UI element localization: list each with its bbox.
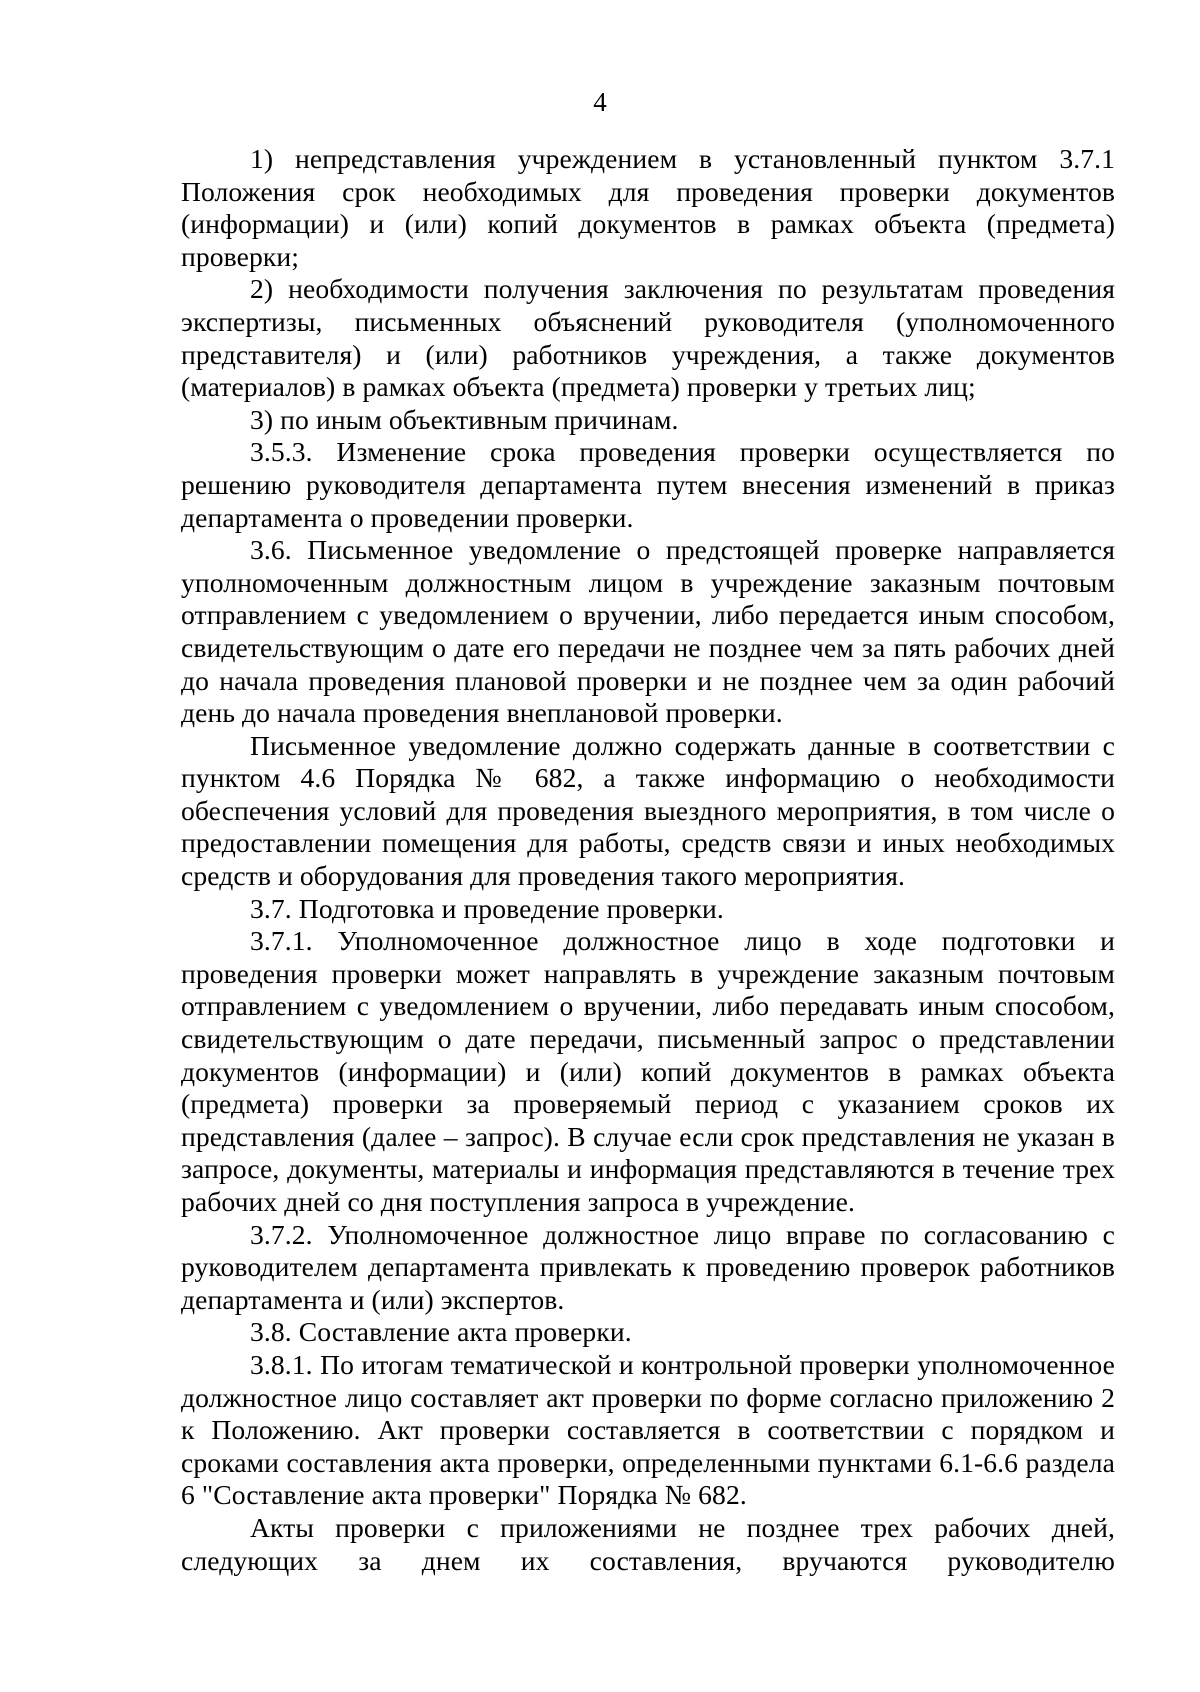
- heading-3-8: 3.8. Составление акта проверки.: [250, 1316, 632, 1348]
- paragraph-3-7-2: 3.7.2. Уполномоченное должностное лицо вправе по согласованию с руководителем департамента привлекать к проведению проверок работников департамента и (или) экспертов.: [181, 1218, 1115, 1315]
- paragraph-notification-content: Письменное уведомление должно содержать данные в соответствии с пунктом 4.6 Порядка № 682, а также информацию о необходимости обеспечения условий для проведения выездного мероприятия, в том числе о предоставлении помещения для работы, средств связи и иных необходимых средств и оборудования для проведения такого мероприятия.: [181, 729, 1115, 892]
- paragraph-3-8-1: 3.8.1. По итогам тематической и контрольной проверки уполномоченное должностное лицо составляет акт проверки по форме согласно приложению 2 к Положению. Акт проверки составляется в соответствии с порядком и сроками составления акта проверки, определенными пунктами 6.1-6.6 раздела 6 "Составление акта проверки" Порядка № 682.: [181, 1348, 1115, 1511]
- heading-3-7: 3.7. Подготовка и проведение проверки.: [250, 892, 724, 924]
- paragraph-3-5-3: 3.5.3. Изменение срока проведения проверки осуществляется по решению руководителя департамента путем внесения изменений в приказ департамента о проведении проверки.: [181, 436, 1115, 533]
- paragraph-item-1: 1) непредставления учреждением в установленный пунктом 3.7.1 Положения срок необходимых для проведения проверки документов (информации) и (или) копий документов в рамках объекта (предмета) проверки;: [181, 143, 1115, 272]
- page-number: 4: [593, 87, 607, 117]
- paragraph-item-3: 3) по иным объективным причинам.: [250, 403, 679, 435]
- document-body: [181, 143, 1115, 1577]
- paragraph-item-2: 2) необходимости получения заключения по результатам проведения экспертизы, письменных объяснений руководителя (уполномоченного представителя) и (или) работников учреждения, а также документов (материалов) в рамках объекта (предмета) проверки у третьих лиц;: [181, 273, 1115, 403]
- paragraph-acts-delivery: Акты проверки с приложениями не позднее трех рабочих дней, следующих за днем их составления, вручаются руководителю: [181, 1511, 1115, 1576]
- paragraph-3-7-1: 3.7.1. Уполномоченное должностное лицо в ходе подготовки и проведения проверки может направлять в учреждение заказным почтовым отправлением с уведомлением о вручении, либо передавать иным способом, свидетельствующим о дате передачи, письменный запрос о представлении документов (информации) и (или) копий документов в рамках объекта (предмета) проверки за проверяемый период с указанием сроков их представления (далее – запрос). В случае если срок представления не указан в запросе, документы, материалы и информация представляются в течение трех рабочих дней со дня поступления запроса в учреждение.: [181, 925, 1115, 1217]
- paragraph-3-6: 3.6. Письменное уведомление о предстоящей проверке направляется уполномоченным должностным лицом в учреждение заказным почтовым отправлением с уведомлением о вручении, либо передается иным способом, свидетельствующим о дате его передачи не позднее чем за пять рабочих дней до начала проведения плановой проверки и не позднее чем за один рабочий день до начала проведения внеплановой проверки.: [181, 534, 1115, 729]
